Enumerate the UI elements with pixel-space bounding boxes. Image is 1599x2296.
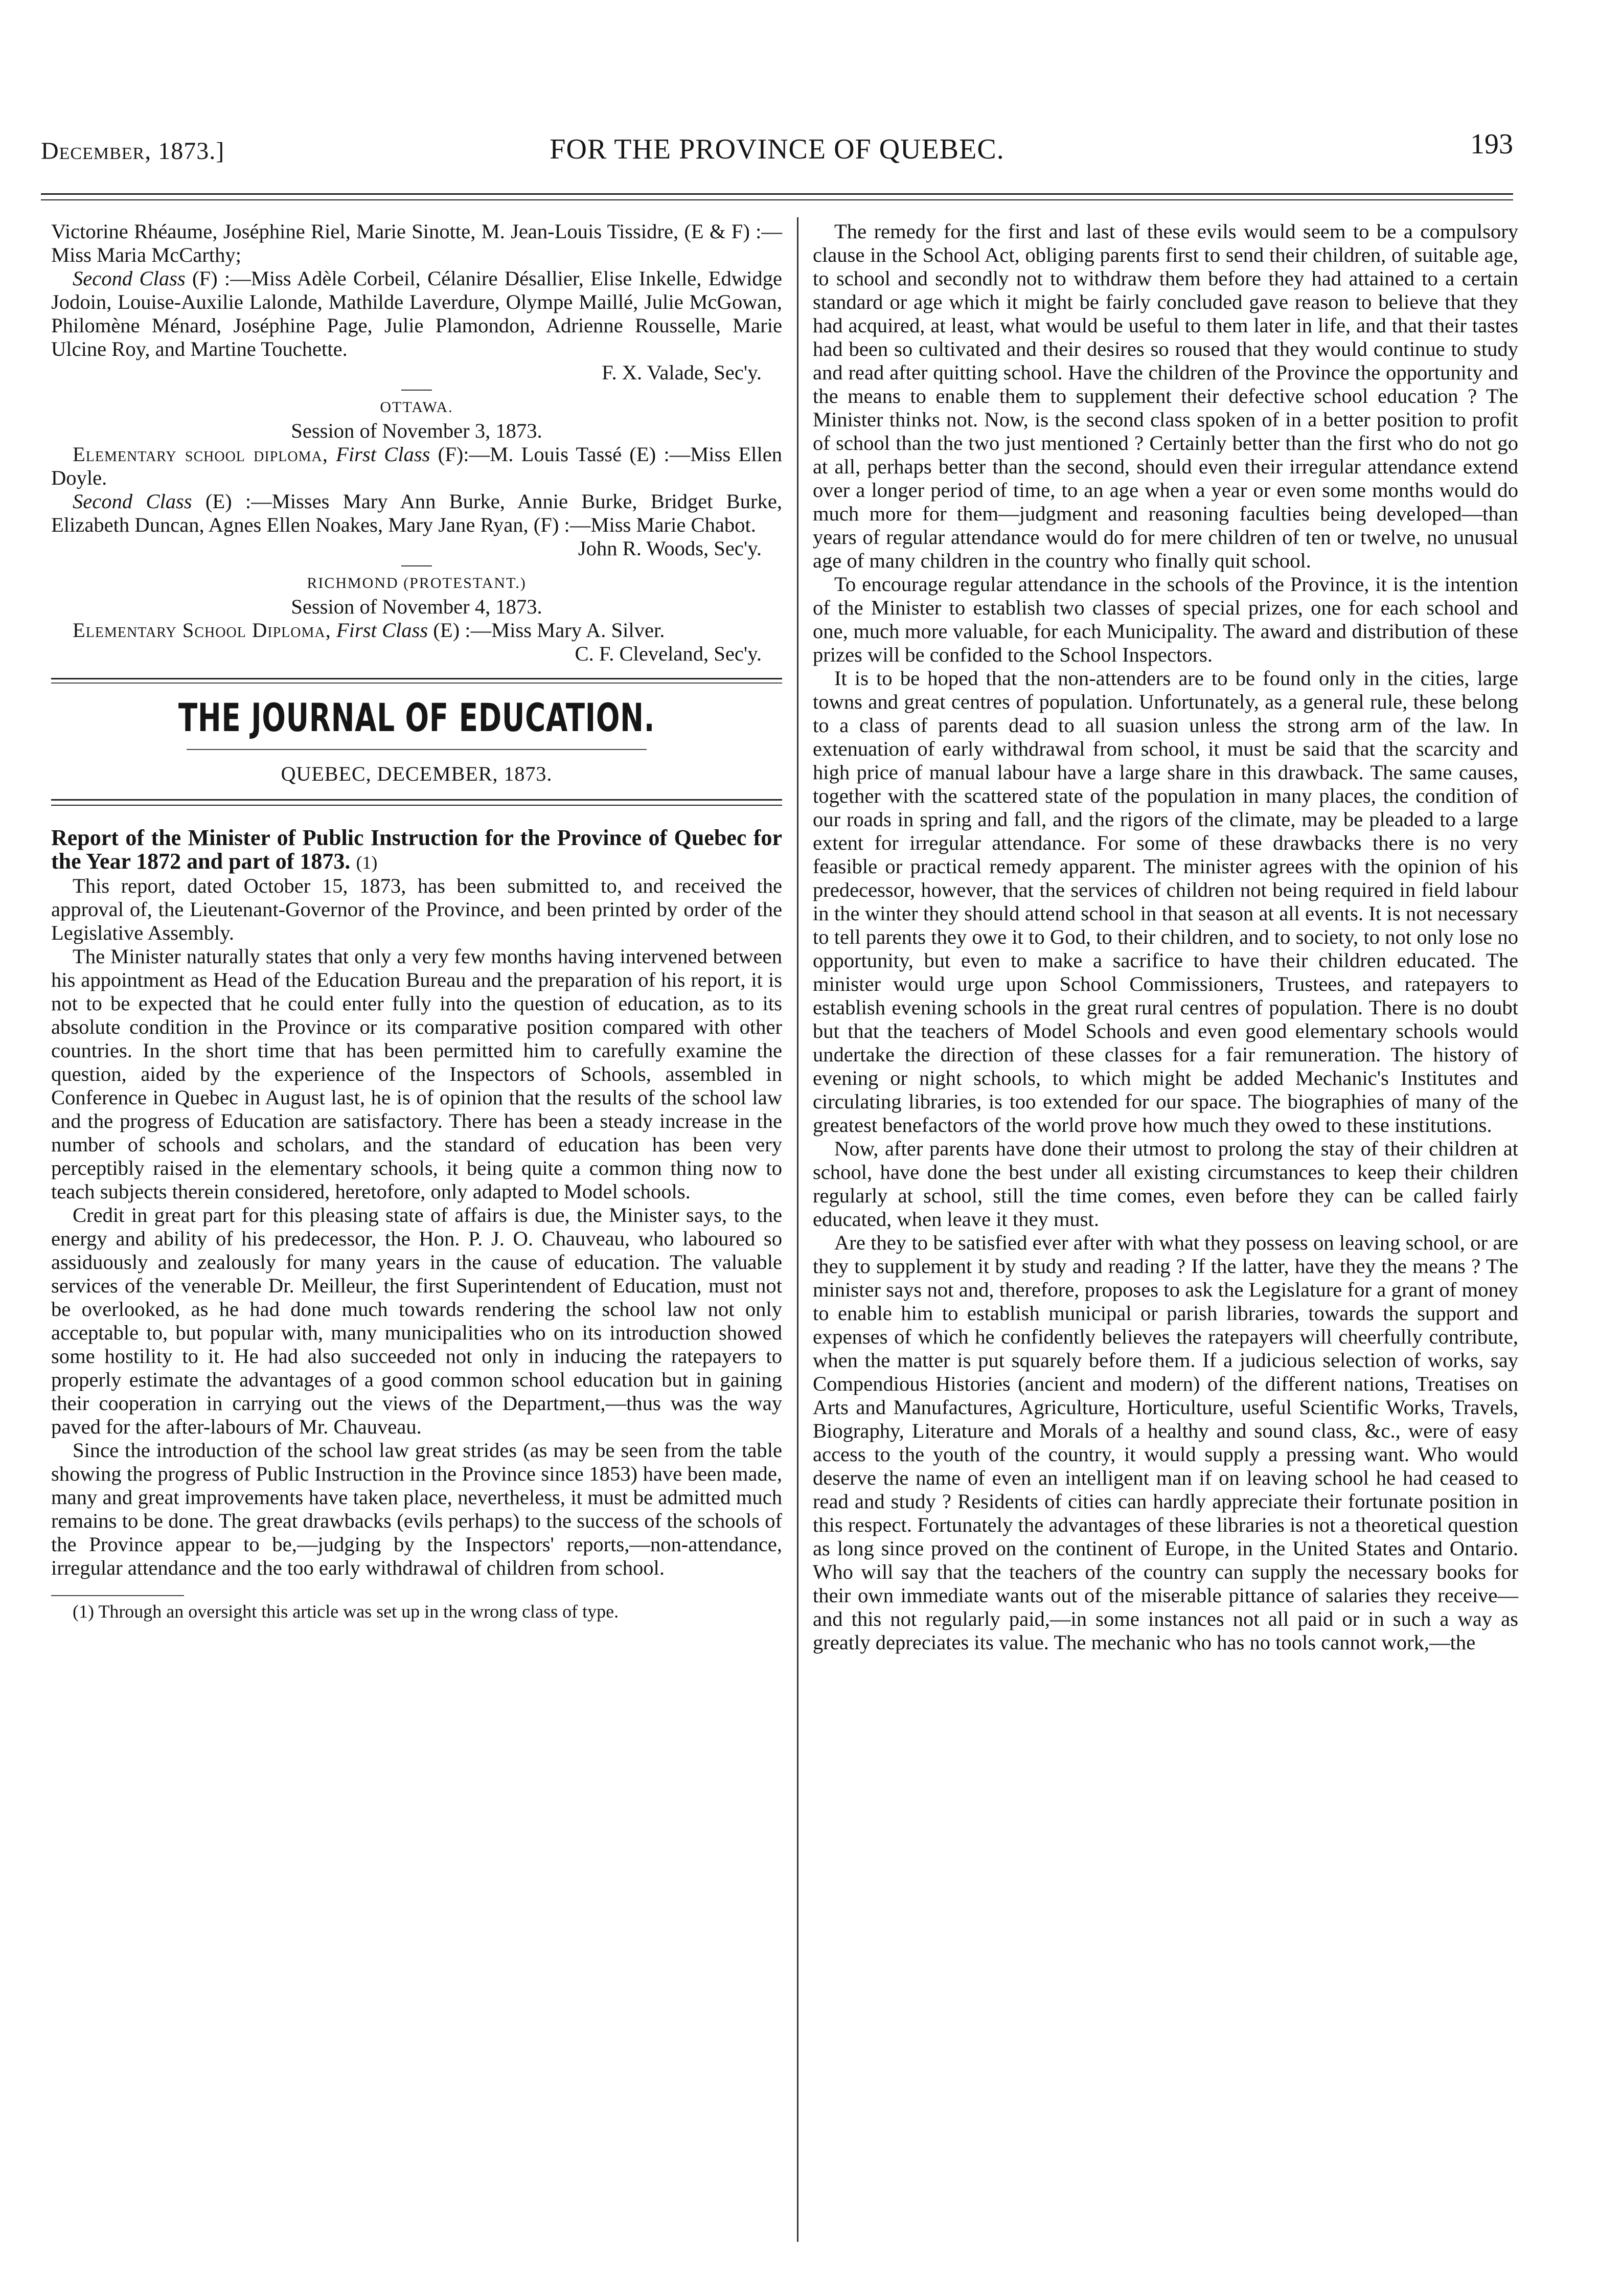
signature-valade: F. X. Valade, Sec'y. [602, 361, 762, 384]
header-date: December, 1873.] [41, 138, 225, 165]
footnote: (1) Through an oversight this article was set up in the wrong class of type. [73, 1601, 619, 1622]
body-paragraph: It is to be hoped that the non-attenders are to be found only in the cities, large towns and great centres of population. Unfortunately, as a general rule, these belong to a class of parents dead to all suasion unless the strong arm of the law. In extenuation of early withdrawal from school, it must be said that the scarcity and high price of manual labour have a large share in this drawback. The same causes, together with the scattered state of the population in many places, the condition of our roads in spring and fall, and the rigors of the climate, may be pleaded to a large extent for irregular attendance. For some of these drawbacks there is no very feasible or practical remedy apparent. The minister agrees with the opinion of his predecessor, however, that the services of children not being required in field labour in the winter they should attend school in that season at all events. It is not necessary to tell parents they owe it to God, to their children, and to society, to not only lose no opportunity, but even to make a sacrifice to have their children educated. The minister would urge upon School Commissioners, Trustees, and ratepayers to establish evening schools in the great rural centres of population. There is no doubt but that the teachers of Model Schools and even good elementary schools would undertake the direction of these classes for a fair remuneration. The history of evening or night schools, to which might be added Mechanic's Institutes and circulating libraries, is too extended for our space. The biographies of many of the greatest benefactors of the world prove how much they owed to these institutions. [813, 667, 1518, 1136]
header-title: FOR THE PROVINCE OF QUEBEC. [550, 133, 1004, 165]
signature-woods: John R. Woods, Sec'y. [578, 537, 762, 560]
session-richmond: Session of November 4, 1873. [291, 595, 542, 618]
session-ottawa: Session of November 3, 1873. [291, 419, 542, 442]
second-class-names: (F) :—Miss Adèle Corbeil, Célanire Désallier, Elise Inkelle, Edwidge Jodoin, Louise-Auxilie Lalonde, Mathilde Laverdure, Olympe Maillé, Julie McGowan, Philomène Ménard, Joséphine Page, Julie Plamondon, Adrienne Rousselle, Marie Ulcine Roy, and Martine Touchette. [51, 267, 782, 360]
body-paragraph: Since the introduction of the school law great strides (as may be seen from the table showing the progress of Public Instruction in the Province since 1853) have been made, many and great improvements have taken place, nevertheless, it must be admitted much remains to be done. The great drawbacks (evils perhaps) to the success of the schools of the Province appear to be,—judging by the Inspectors' reports,—non-attendance, irregular attendance and the too early withdrawal of children from school. [51, 1439, 782, 1579]
left-column [51, 220, 782, 2239]
place-ottawa: OTTAWA. [380, 399, 453, 416]
first-class-label: First Class [331, 619, 428, 642]
column-divider [797, 217, 798, 2242]
body-paragraph: Credit in great part for this pleasing state of affairs is due, the Minister says, to the energy and ability of his predecessor, the Hon. P. J. O. Chauveau, who laboured so assiduously and zealously for many years in the cause of education. The valuable services of the venerable Dr. Meilleur, the first Superintendent of Education, must not be overlooked, as he had done much towards rendering the school law not only acceptable to, but popular with, many municipalities who on its introduction showed some hostility to it. He had also succeeded not only in inducing the ratepayers to properly estimate the advantages of a good common school education but in gaining their cooperation in carrying out the views of the Department,—thus was the way paved for the after-labours of Mr. Chauveau. [51, 1203, 782, 1438]
page-number: 193 [1470, 128, 1513, 160]
richmond-names: (E) :—Miss Mary A. Silver. [428, 619, 665, 642]
ottawa-second-class [51, 490, 782, 537]
footnote-marker: (1) [356, 852, 378, 873]
ottawa-second-class-names: (E) :—Misses Mary Ann Burke, Annie Burke, Bridget Burke, Elizabeth Duncan, Agnes Ellen Noakes, Mary Jane Ryan, (F) :—Miss Marie Chabot. [51, 490, 782, 536]
separator-rule [401, 565, 432, 566]
ottawa-first-class [51, 443, 782, 490]
diploma-label: Elementary school diploma, [73, 443, 328, 466]
second-class-list [51, 267, 782, 361]
running-head [41, 128, 1513, 169]
body-paragraph: This report, dated October 15, 1873, has been submitted to, and received the approval of, the Lieutenant-Governor of the Province, and been printed by order of the Legislative Assembly. [51, 874, 782, 944]
signature-cleveland: C. F. Cleveland, Sec'y. [575, 642, 762, 665]
right-column [813, 220, 1518, 2239]
separator-rule [401, 390, 432, 391]
richmond-first-class [51, 619, 782, 642]
header-rule-bottom [41, 199, 1513, 200]
list-continued: Victorine Rhéaume, Joséphine Riel, Marie Sinotte, M. Jean-Louis Tissidre, (E & F) :—Miss Maria McCarthy; [51, 220, 782, 266]
body-paragraph: Now, after parents have done their utmost to prolong the stay of their children at school, have done the best under all existing circumstances to keep their children regularly at school, still the time comes, even before they can be called fairly educated, when leave it they must. [813, 1137, 1518, 1231]
body-paragraph: To encourage regular attendance in the schools of the Province, it is the intention of the Minister to establish two classes of special prizes, one for each school and one, much more valuable, for each Municipality. The award and distribution of these prizes will be confided to the School Inspectors. [813, 573, 1518, 666]
body-paragraph: The Minister naturally states that only a very few months having intervened between his appointment as Head of the Education Bureau and the preparation of his report, it is not to be expected that he could enter fully into the question of education, as to its absolute condition in the Province or its comparative position compared with other countries. In the short time that has been permitted him to carefully examine the question, aided by the experience of the Inspectors of Schools, assembled in Conference in Quebec in August last, he is of opinion that the results of the school law and the progress of Education are satisfactory. There has been a steady increase in the number of schools and scholars, and the standard of education has been very perceptibly raised in the elementary schools, it being quite a common thing now to teach subjects therein considered, heretofore, only adapted to Model schools. [51, 945, 782, 1203]
first-class-label: First Class [328, 443, 430, 466]
report-title [51, 826, 782, 874]
footnote-rule [51, 1595, 184, 1596]
second-class-label: Second Class [73, 490, 192, 513]
dateline: QUEBEC, DECEMBER, 1873. [281, 762, 553, 785]
header-rule-top [41, 193, 1513, 195]
report-title-text: Report of the Minister of Public Instruction for the Province of Quebec for the Year 1872 and part of 1873. [51, 825, 782, 874]
body-paragraph: The remedy for the first and last of these evils would seem to be a compulsory clause in the School Act, obliging parents first to send their children, of suitable age, to school and secondly not to withdraw them before they had attained to a certain standard or age which it might be fairly concluded gave reason to believe that they had acquired, at least, what would be useful to them later in life, and that their tastes had been so cultivated and their desires so roused that they would continue to study and read after quitting school. Have the children of the Province the opportunity and the means to enable them to supplement their defective school education ? The Minister thinks not. Now, is the second class spoken of in a better position to profit of school than the two just mentioned ? Certainly better than the first who do not go at all, perhaps better than the second, should even their irregular attendance extend over a longer period of time, to an age when a year or even some months would do much more for them—judgment and reasoning faculties being developed—than years of regular attendance would do for mere children of ten or twelve, no unusual age of many children in the country who finally quit school. [813, 220, 1518, 572]
body-paragraph: Are they to be satisfied ever after with what they possess on leaving school, or are they to supplement it by study and reading ? If the latter, have they the means ? The minister says not and, therefore, proposes to ask the Legislature for a grant of money to enable him to establish municipal or parish libraries, towards the support and expenses of which he confidently believes the ratepayers will cheerfully contribute, when the matter is put squarely before them. If a judicious selection of works, say Compendious Histories (ancient and modern) of the different nations, Treatises on Arts and Manufactures, Agriculture, Horticulture, useful Scientific Works, Travels, Biography, Literature and Morals of a healthy and sound class, &c., were of easy access to the youth of the country, it would supply a pressing want. Who would deserve the name of even an intelligent man if on leaving school he had ceased to read and study ? Residents of cities can hardly appreciate their fortunate position in this respect. Fortunately the advantages of these libraries is not a theoretical question as long since proved on the continent of Europe, in the United States and Ontario. Who will say that the teachers of the country can supply the necessary books for their own immediate wants out of the miserable pittance of salaries they receive—and this not regularly paid,—in some instances not all paid or in such a way as greatly depreciates its value. The mechanic who has no tools cannot work,—the [813, 1231, 1518, 1654]
journal-title: THE JOURNAL OF EDUCATION. [178, 695, 655, 740]
place-richmond: RICHMOND (PROTESTANT.) [307, 575, 527, 592]
ottawa-first-class-names: (F):—M. Louis Tassé (E) :—Miss Ellen Doyle. [51, 443, 783, 489]
double-rule [51, 799, 782, 806]
second-class-label: Second Class [73, 267, 186, 290]
section-rule [51, 678, 782, 684]
diploma-label: Elementary School Diploma, [73, 619, 331, 642]
title-rule [187, 749, 647, 750]
